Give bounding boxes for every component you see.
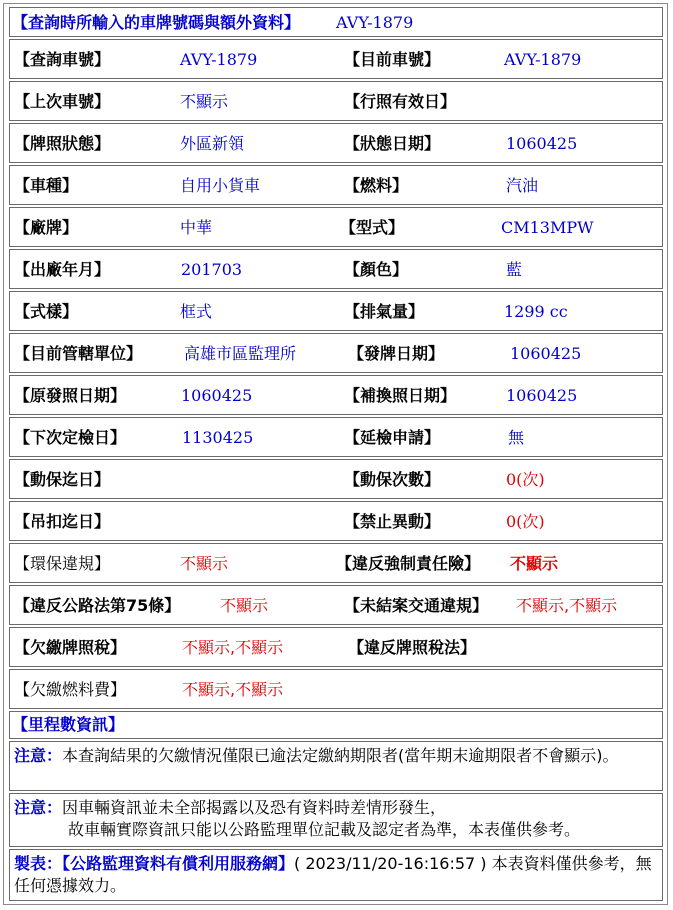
info-row-next-inspection <box>9 417 663 457</box>
field-value-transfer-prohibited: 0(次) <box>506 512 545 531</box>
field-label-status-date: 【狀態日期】 <box>344 134 441 153</box>
info-row-highway-act <box>9 585 663 625</box>
field-label-query-plate: 【查詢車號】 <box>14 50 111 69</box>
field-value-next-inspection: 1130425 <box>182 428 254 447</box>
note-overdue-prefix: 注意： <box>14 746 63 765</box>
field-label-inspection-extension: 【延檢申請】 <box>344 428 441 447</box>
report-footer-timestamp: ( 2023/11/20-16:16:57 ) 本表資料僅供參考，無任何憑據效力。 <box>14 854 652 895</box>
report-footer-prefix: 製表： <box>14 854 63 873</box>
field-label-highway-act-75: 【違反公路法第75條】 <box>14 596 181 615</box>
field-label-compulsory-insurance: 【違反強制責任險】 <box>336 554 481 573</box>
info-row-jurisdiction <box>9 333 663 373</box>
field-label-vehicle-type: 【車種】 <box>14 176 79 195</box>
field-value-previous-plate: 不顯示 <box>180 92 229 111</box>
field-value-compulsory-insurance: 不顯示 <box>510 554 559 573</box>
note-disclaimer-line1: 因車輛資訊並未全部揭露以及恐有資料時差情形發生， <box>62 798 447 817</box>
info-row-manufacture-date <box>9 249 663 289</box>
field-value-issue-date: 1060425 <box>510 344 582 363</box>
field-value-reissue-date: 1060425 <box>506 386 578 405</box>
field-label-jurisdiction: 【目前管轄單位】 <box>14 344 143 363</box>
field-label-original-license-date: 【原發照日期】 <box>14 386 127 405</box>
field-label-next-inspection: 【下次定檢日】 <box>14 428 127 447</box>
field-label-environmental-violation: 【環保違規】 <box>14 554 111 573</box>
query-title-row <box>9 7 663 37</box>
note-disclaimer-row <box>9 793 663 847</box>
report-footer-source: 【公路監理資料有償利用服務網】 <box>62 854 295 873</box>
info-row-brand <box>9 207 663 247</box>
field-value-plate-status: 外區新領 <box>180 134 245 153</box>
info-row-previous-plate <box>9 81 663 121</box>
field-value-current-plate: AVY-1879 <box>504 50 582 69</box>
info-row-plate <box>9 39 663 79</box>
info-row-license-tax <box>9 627 663 667</box>
info-row-chattel-mortgage <box>9 459 663 499</box>
field-label-body-style: 【式樣】 <box>14 302 79 321</box>
note-disclaimer-line2: 故車輛實際資訊只能以公路監理單位記載及認定者為準，本表僅供參考。 <box>68 820 581 839</box>
vehicle-info-panel <box>3 3 668 905</box>
info-row-fuel-fee <box>9 669 663 709</box>
field-label-current-plate: 【目前車號】 <box>344 50 441 69</box>
note-overdue-text <box>14 745 660 767</box>
field-label-issue-date: 【發牌日期】 <box>348 344 445 363</box>
note-overdue-row <box>9 741 663 791</box>
field-label-chattel-count: 【動保次數】 <box>344 470 441 489</box>
field-label-displacement: 【排氣量】 <box>344 302 425 321</box>
field-value-unpaid-license-tax: 不顯示,不顯示 <box>182 638 284 657</box>
field-value-displacement: 1299 cc <box>504 302 568 321</box>
field-label-plate-status: 【牌照狀態】 <box>14 134 111 153</box>
field-label-transfer-prohibited: 【禁止異動】 <box>344 512 441 531</box>
mileage-info-label: 【里程數資訊】 <box>12 715 125 734</box>
field-value-inspection-extension: 無 <box>508 428 525 447</box>
info-row-original-license-date <box>9 375 663 415</box>
field-label-previous-plate: 【上次車號】 <box>14 92 111 111</box>
field-label-manufacture-date: 【出廠年月】 <box>14 260 111 279</box>
field-label-color: 【顏色】 <box>344 260 409 279</box>
field-value-original-license-date: 1060425 <box>181 386 253 405</box>
field-label-license-valid-date: 【行照有效日】 <box>344 92 457 111</box>
field-label-suspension-end-date: 【吊扣迄日】 <box>14 512 111 531</box>
field-value-model: CM13MPW <box>501 218 594 237</box>
field-value-unresolved-violations: 不顯示,不顯示 <box>516 596 618 615</box>
field-value-highway-act-75: 不顯示 <box>220 596 269 615</box>
field-label-reissue-date: 【補換照日期】 <box>344 386 457 405</box>
field-label-chattel-end-date: 【動保迄日】 <box>14 470 111 489</box>
note-overdue-body: 本查詢結果的欠繳情況僅限已逾法定繳納期限者(當年期末逾期限者不會顯示)。 <box>62 746 619 765</box>
field-value-fuel: 汽油 <box>506 176 539 195</box>
field-label-unpaid-license-tax: 【欠繳牌照稅】 <box>14 638 127 657</box>
info-row-plate-status <box>9 123 663 163</box>
info-row-vehicle-type <box>9 165 663 205</box>
field-value-body-style: 框式 <box>180 302 213 321</box>
field-value-brand: 中華 <box>180 218 213 237</box>
field-value-environmental-violation: 不顯示 <box>180 554 229 573</box>
info-row-suspension <box>9 501 663 541</box>
field-label-unpaid-fuel-fee: 【欠繳燃料費】 <box>14 680 127 699</box>
field-value-query-plate: AVY-1879 <box>180 50 258 69</box>
field-value-status-date: 1060425 <box>506 134 578 153</box>
report-footer-text <box>14 853 660 897</box>
query-title-plate: AVY-1879 <box>336 13 414 32</box>
field-value-vehicle-type: 自用小貨車 <box>180 176 261 195</box>
query-title-label: 【查詢時所輸入的車牌號碼與額外資料】 <box>12 13 301 32</box>
field-label-model: 【型式】 <box>340 218 405 237</box>
info-row-body-style <box>9 291 663 331</box>
field-value-chattel-count: 0(次) <box>506 470 545 489</box>
note-disclaimer-text <box>14 797 660 841</box>
field-label-fuel: 【燃料】 <box>344 176 409 195</box>
note-disclaimer-prefix: 注意： <box>14 798 63 817</box>
field-label-license-tax-violation: 【違反牌照稅法】 <box>348 638 477 657</box>
field-value-jurisdiction: 高雄市區監理所 <box>184 344 297 363</box>
report-footer-row <box>9 849 663 901</box>
field-value-manufacture-date: 201703 <box>181 260 243 279</box>
field-value-color: 藍 <box>506 260 523 279</box>
mileage-info-row <box>9 711 663 739</box>
field-label-brand: 【廠牌】 <box>14 218 79 237</box>
field-value-unpaid-fuel-fee: 不顯示,不顯示 <box>182 680 284 699</box>
info-row-environmental <box>9 543 663 583</box>
field-label-unresolved-violations: 【未結案交通違規】 <box>344 596 489 615</box>
